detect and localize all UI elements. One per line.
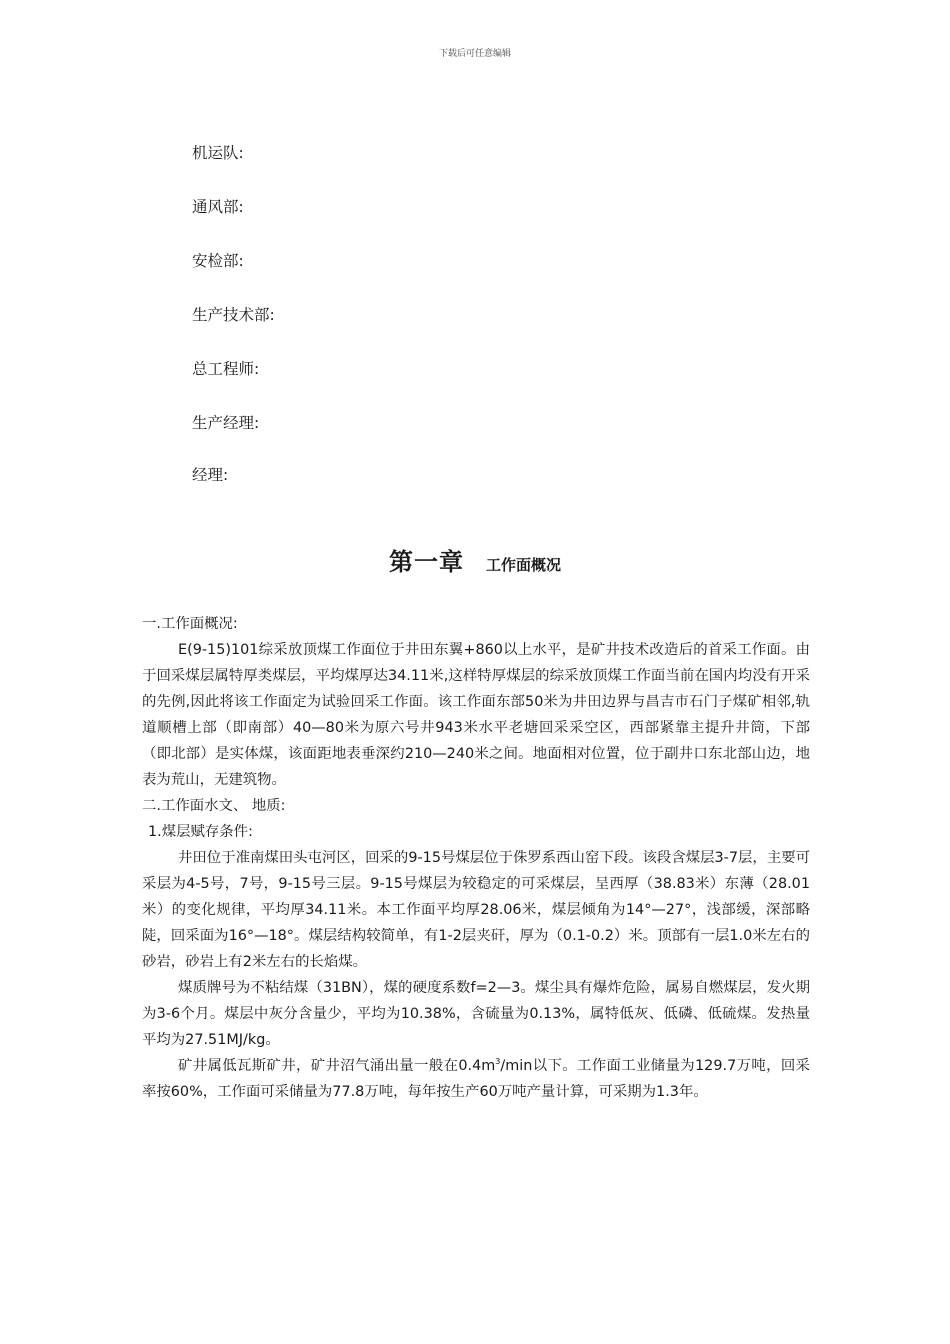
signature-line-jingli: 经理: bbox=[192, 466, 229, 484]
gas-text-end: /min以下。工作面工业储量为129.7万吨，回采率按60%，工作面可采储量为77.8万吨，每年按生产60万吨产量计算，可采期为1.3年。 bbox=[142, 1058, 810, 1100]
signature-line-shengchanjishubu: 生产技术部: bbox=[192, 306, 275, 324]
section-heading-hydrogeology: 二.工作面水文、 地质: bbox=[142, 798, 286, 814]
signature-line-anjianbu: 安检部: bbox=[192, 252, 244, 270]
chapter-number: 第一章 bbox=[388, 548, 464, 576]
signature-line-shengchanjingli: 生产经理: bbox=[192, 414, 260, 432]
header-note: 下载后可任意编辑 bbox=[438, 49, 511, 59]
subsection-heading-coal-seam: 1.煤层赋存条件: bbox=[148, 824, 253, 840]
coal-quality-paragraph: 煤质牌号为不粘结煤（31BN），煤的硬度系数f=2—3。煤尘具有爆炸危险，属易自燃煤层，发火期为3-6个月。煤层中灰分含量少，平均为10.38%，含硫量为0.13%，属特低灰、低磷、低硫煤。发热量平均为27.51MJ/kg。 bbox=[142, 980, 810, 1048]
gas-reserve-paragraph bbox=[142, 1053, 810, 1105]
chapter-body bbox=[142, 611, 810, 1105]
cubic-superscript: 3 bbox=[495, 1057, 501, 1067]
chapter-title: 工作面概况 bbox=[485, 556, 561, 574]
signature-line-zonggongchengshi: 总工程师: bbox=[192, 360, 260, 378]
overview-paragraph: E(9-15)101综采放顶煤工作面位于井田东翼+860以上水平，是矿井技术改造后的首采工作面。由于回采煤层属特厚类煤层，平均煤厚达34.11米,这样特厚煤层的综采放顶煤工作面当前在国内均没有开采的先例,因此将该工作面定为试验回采工作面。该工作面东部50米为井田边界与昌吉市石门子煤矿相邻,轨道顺槽上部（即南部）40—80米为原六号井943米水平老塘回采采空区，西部紧靠主提升井筒，下部（即北部）是实体煤，该面距地表垂深约210—240米之间。地面相对位置，位于副井口东北部山边，地表为荒山，无建筑物。 bbox=[142, 642, 810, 788]
section-heading-overview: 一.工作面概况: bbox=[142, 616, 238, 632]
chapter-heading bbox=[0, 542, 950, 577]
gas-text-start: 矿井属低瓦斯矿井，矿井沼气涌出量一般在0.4m bbox=[178, 1058, 496, 1074]
coal-seam-paragraph: 井田位于准南煤田头屯河区，回采的9-15号煤层位于侏罗系西山窑下段。该段含煤层3-7层，主要可采层为4-5号，7号，9-15号三层。9-15号煤层为较稳定的可采煤层，呈西厚（38.83米）东薄（28.01米）的变化规律，平均厚34.11米。本工作面平均厚28.06米，煤层倾角为14°—27°，浅部缓，深部略陡，回采面为16°—18°。煤层结构较简单，有1-2层夹矸，厚为（0.1-0.2）米。顶部有一层1.0米左右的砂岩，砂岩上有2米左右的长焰煤。 bbox=[142, 850, 810, 970]
signature-line-tongfengbu: 通风部: bbox=[192, 198, 244, 216]
signature-line-jiyundui: 机运队: bbox=[192, 144, 244, 162]
